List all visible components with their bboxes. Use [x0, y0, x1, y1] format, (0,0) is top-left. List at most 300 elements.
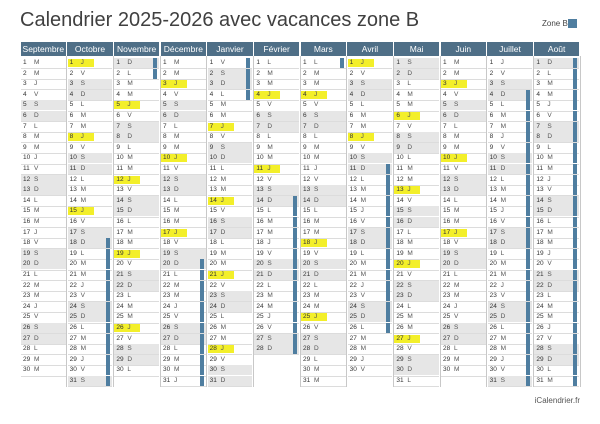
day-cell[interactable]	[441, 312, 486, 322]
day-cell[interactable]	[348, 79, 393, 89]
day-cell[interactable]	[348, 355, 393, 365]
day-cell[interactable]	[208, 365, 253, 375]
day-cell[interactable]	[68, 58, 113, 68]
day-cell[interactable]	[68, 302, 113, 312]
day-cell[interactable]	[208, 164, 253, 174]
day-cell[interactable]	[208, 185, 253, 195]
day-cell[interactable]	[161, 164, 206, 174]
day-cell[interactable]	[348, 228, 393, 238]
day-cell[interactable]	[161, 90, 206, 100]
day-cell[interactable]	[254, 281, 299, 291]
day-cell[interactable]	[534, 217, 579, 227]
day-cell[interactable]	[68, 259, 113, 269]
day-cell[interactable]	[534, 196, 579, 206]
day-cell[interactable]	[254, 153, 299, 163]
day-cell[interactable]	[534, 376, 579, 386]
day-cell[interactable]	[394, 259, 439, 269]
day-cell[interactable]	[534, 206, 579, 216]
day-cell[interactable]	[161, 323, 206, 333]
day-cell[interactable]	[68, 249, 113, 259]
day-cell[interactable]	[161, 302, 206, 312]
day-cell[interactable]	[301, 270, 346, 280]
day-cell[interactable]	[301, 323, 346, 333]
day-cell[interactable]	[301, 153, 346, 163]
day-cell[interactable]	[348, 132, 393, 142]
day-cell[interactable]	[114, 270, 159, 280]
day-cell[interactable]	[208, 376, 253, 386]
day-cell[interactable]	[254, 185, 299, 195]
day-cell[interactable]	[441, 79, 486, 89]
day-cell[interactable]	[348, 249, 393, 259]
day-cell[interactable]	[68, 122, 113, 132]
day-cell[interactable]	[254, 58, 299, 68]
day-cell[interactable]	[208, 143, 253, 153]
day-cell[interactable]	[441, 365, 486, 375]
day-cell[interactable]	[254, 302, 299, 312]
day-cell[interactable]	[161, 185, 206, 195]
day-cell[interactable]	[161, 196, 206, 206]
day-cell[interactable]	[441, 175, 486, 185]
day-cell[interactable]	[534, 312, 579, 322]
day-cell[interactable]	[534, 302, 579, 312]
day-cell[interactable]	[348, 164, 393, 174]
day-cell[interactable]	[488, 164, 533, 174]
day-cell[interactable]	[534, 175, 579, 185]
day-cell[interactable]	[161, 365, 206, 375]
day-cell[interactable]	[161, 122, 206, 132]
day-cell[interactable]	[68, 355, 113, 365]
day-cell[interactable]	[301, 185, 346, 195]
day-cell[interactable]	[114, 302, 159, 312]
day-cell[interactable]	[488, 143, 533, 153]
day-cell[interactable]	[254, 111, 299, 121]
day-cell[interactable]	[21, 291, 66, 301]
day-cell[interactable]	[114, 312, 159, 322]
day-cell[interactable]	[534, 58, 579, 68]
day-cell[interactable]	[254, 238, 299, 248]
day-cell[interactable]	[488, 376, 533, 386]
day-cell[interactable]	[534, 291, 579, 301]
day-cell[interactable]	[114, 217, 159, 227]
day-cell[interactable]	[488, 281, 533, 291]
day-cell[interactable]	[21, 79, 66, 89]
day-cell[interactable]	[208, 259, 253, 269]
day-cell[interactable]	[254, 132, 299, 142]
day-cell[interactable]	[488, 58, 533, 68]
day-cell[interactable]	[301, 365, 346, 375]
day-cell[interactable]	[254, 249, 299, 259]
day-cell[interactable]	[348, 69, 393, 79]
day-cell[interactable]	[394, 344, 439, 354]
day-cell[interactable]	[254, 323, 299, 333]
day-cell[interactable]	[394, 100, 439, 110]
day-cell[interactable]	[254, 79, 299, 89]
day-cell[interactable]	[68, 206, 113, 216]
day-cell[interactable]	[208, 302, 253, 312]
day-cell[interactable]	[301, 259, 346, 269]
day-cell[interactable]	[114, 228, 159, 238]
day-cell[interactable]	[114, 365, 159, 375]
day-cell[interactable]	[394, 270, 439, 280]
day-cell[interactable]	[488, 90, 533, 100]
day-cell[interactable]	[68, 69, 113, 79]
day-cell[interactable]	[114, 281, 159, 291]
day-cell[interactable]	[68, 185, 113, 195]
day-cell[interactable]	[441, 69, 486, 79]
day-cell[interactable]	[348, 122, 393, 132]
day-cell[interactable]	[301, 69, 346, 79]
day-cell[interactable]	[68, 323, 113, 333]
day-cell[interactable]	[21, 238, 66, 248]
day-cell[interactable]	[301, 281, 346, 291]
day-cell[interactable]	[301, 312, 346, 322]
day-cell[interactable]	[301, 196, 346, 206]
day-cell[interactable]	[301, 217, 346, 227]
day-cell[interactable]	[68, 111, 113, 121]
day-cell[interactable]	[208, 175, 253, 185]
day-cell[interactable]	[394, 334, 439, 344]
day-cell[interactable]	[114, 69, 159, 79]
day-cell[interactable]	[394, 196, 439, 206]
day-cell[interactable]	[161, 69, 206, 79]
day-cell[interactable]	[348, 196, 393, 206]
day-cell[interactable]	[208, 249, 253, 259]
day-cell[interactable]	[21, 164, 66, 174]
day-cell[interactable]	[348, 185, 393, 195]
day-cell[interactable]	[534, 270, 579, 280]
day-cell[interactable]	[21, 249, 66, 259]
day-cell[interactable]	[21, 228, 66, 238]
day-cell[interactable]	[488, 365, 533, 375]
day-cell[interactable]	[208, 132, 253, 142]
day-cell[interactable]	[254, 217, 299, 227]
day-cell[interactable]	[161, 79, 206, 89]
day-cell[interactable]	[114, 132, 159, 142]
day-cell[interactable]	[394, 249, 439, 259]
day-cell[interactable]	[114, 90, 159, 100]
day-cell[interactable]	[488, 302, 533, 312]
day-cell[interactable]	[114, 111, 159, 121]
day-cell[interactable]	[534, 79, 579, 89]
day-cell[interactable]	[161, 175, 206, 185]
day-cell[interactable]	[348, 58, 393, 68]
day-cell[interactable]	[68, 217, 113, 227]
day-cell[interactable]	[21, 69, 66, 79]
day-cell[interactable]	[348, 175, 393, 185]
day-cell[interactable]	[488, 69, 533, 79]
day-cell[interactable]	[488, 249, 533, 259]
day-cell[interactable]	[208, 344, 253, 354]
day-cell[interactable]	[441, 217, 486, 227]
day-cell[interactable]	[254, 259, 299, 269]
day-cell[interactable]	[208, 281, 253, 291]
day-cell[interactable]	[301, 164, 346, 174]
day-cell[interactable]	[488, 153, 533, 163]
day-cell[interactable]	[394, 132, 439, 142]
day-cell[interactable]	[394, 111, 439, 121]
day-cell[interactable]	[534, 281, 579, 291]
day-cell[interactable]	[254, 270, 299, 280]
day-cell[interactable]	[161, 228, 206, 238]
day-cell[interactable]	[394, 228, 439, 238]
day-cell[interactable]	[394, 153, 439, 163]
day-cell[interactable]	[488, 270, 533, 280]
day-cell[interactable]	[21, 206, 66, 216]
day-cell[interactable]	[114, 153, 159, 163]
day-cell[interactable]	[161, 249, 206, 259]
day-cell[interactable]	[394, 122, 439, 132]
day-cell[interactable]	[21, 365, 66, 375]
day-cell[interactable]	[348, 238, 393, 248]
day-cell[interactable]	[301, 206, 346, 216]
day-cell[interactable]	[254, 228, 299, 238]
day-cell[interactable]	[441, 259, 486, 269]
day-cell[interactable]	[441, 143, 486, 153]
day-cell[interactable]	[208, 90, 253, 100]
day-cell[interactable]	[301, 302, 346, 312]
day-cell[interactable]	[208, 69, 253, 79]
day-cell[interactable]	[348, 334, 393, 344]
day-cell[interactable]	[254, 206, 299, 216]
day-cell[interactable]	[488, 206, 533, 216]
day-cell[interactable]	[534, 100, 579, 110]
day-cell[interactable]	[114, 291, 159, 301]
day-cell[interactable]	[68, 291, 113, 301]
day-cell[interactable]	[208, 355, 253, 365]
day-cell[interactable]	[441, 228, 486, 238]
day-cell[interactable]	[21, 323, 66, 333]
day-cell[interactable]	[301, 228, 346, 238]
day-cell[interactable]	[114, 196, 159, 206]
day-cell[interactable]	[394, 79, 439, 89]
day-cell[interactable]	[254, 143, 299, 153]
day-cell[interactable]	[21, 100, 66, 110]
day-cell[interactable]	[208, 122, 253, 132]
day-cell[interactable]	[301, 175, 346, 185]
day-cell[interactable]	[68, 132, 113, 142]
day-cell[interactable]	[254, 334, 299, 344]
day-cell[interactable]	[301, 355, 346, 365]
day-cell[interactable]	[114, 238, 159, 248]
day-cell[interactable]	[68, 90, 113, 100]
day-cell[interactable]	[161, 334, 206, 344]
day-cell[interactable]	[21, 58, 66, 68]
day-cell[interactable]	[161, 111, 206, 121]
day-cell[interactable]	[534, 228, 579, 238]
day-cell[interactable]	[208, 228, 253, 238]
day-cell[interactable]	[21, 217, 66, 227]
day-cell[interactable]	[348, 217, 393, 227]
day-cell[interactable]	[348, 365, 393, 375]
day-cell[interactable]	[161, 259, 206, 269]
day-cell[interactable]	[441, 270, 486, 280]
day-cell[interactable]	[114, 355, 159, 365]
day-cell[interactable]	[488, 79, 533, 89]
day-cell[interactable]	[114, 259, 159, 269]
day-cell[interactable]	[161, 312, 206, 322]
day-cell[interactable]	[441, 291, 486, 301]
day-cell[interactable]	[348, 344, 393, 354]
day-cell[interactable]	[441, 334, 486, 344]
day-cell[interactable]	[208, 323, 253, 333]
day-cell[interactable]	[254, 164, 299, 174]
day-cell[interactable]	[208, 270, 253, 280]
day-cell[interactable]	[488, 175, 533, 185]
day-cell[interactable]	[534, 249, 579, 259]
day-cell[interactable]	[114, 122, 159, 132]
day-cell[interactable]	[488, 100, 533, 110]
day-cell[interactable]	[208, 238, 253, 248]
day-cell[interactable]	[208, 79, 253, 89]
day-cell[interactable]	[161, 143, 206, 153]
day-cell[interactable]	[488, 259, 533, 269]
day-cell[interactable]	[488, 196, 533, 206]
day-cell[interactable]	[301, 291, 346, 301]
day-cell[interactable]	[68, 365, 113, 375]
day-cell[interactable]	[441, 90, 486, 100]
day-cell[interactable]	[21, 302, 66, 312]
day-cell[interactable]	[21, 334, 66, 344]
day-cell[interactable]	[441, 281, 486, 291]
day-cell[interactable]	[301, 334, 346, 344]
day-cell[interactable]	[394, 376, 439, 386]
day-cell[interactable]	[208, 217, 253, 227]
day-cell[interactable]	[114, 323, 159, 333]
day-cell[interactable]	[534, 238, 579, 248]
footer-credit[interactable]: iCalendrier.fr	[534, 396, 580, 405]
day-cell[interactable]	[161, 376, 206, 386]
day-cell[interactable]	[114, 100, 159, 110]
day-cell[interactable]	[68, 334, 113, 344]
day-cell[interactable]	[114, 206, 159, 216]
day-cell[interactable]	[488, 238, 533, 248]
day-cell[interactable]	[208, 312, 253, 322]
day-cell[interactable]	[348, 153, 393, 163]
day-cell[interactable]	[21, 143, 66, 153]
day-cell[interactable]	[21, 185, 66, 195]
day-cell[interactable]	[301, 376, 346, 386]
day-cell[interactable]	[301, 111, 346, 121]
day-cell[interactable]	[534, 153, 579, 163]
day-cell[interactable]	[441, 122, 486, 132]
day-cell[interactable]	[534, 365, 579, 375]
day-cell[interactable]	[114, 58, 159, 68]
day-cell[interactable]	[394, 217, 439, 227]
day-cell[interactable]	[68, 344, 113, 354]
day-cell[interactable]	[488, 291, 533, 301]
day-cell[interactable]	[348, 281, 393, 291]
day-cell[interactable]	[348, 259, 393, 269]
day-cell[interactable]	[441, 111, 486, 121]
day-cell[interactable]	[301, 249, 346, 259]
day-cell[interactable]	[21, 175, 66, 185]
day-cell[interactable]	[301, 90, 346, 100]
day-cell[interactable]	[114, 79, 159, 89]
day-cell[interactable]	[301, 143, 346, 153]
day-cell[interactable]	[68, 153, 113, 163]
day-cell[interactable]	[161, 100, 206, 110]
day-cell[interactable]	[161, 270, 206, 280]
day-cell[interactable]	[488, 132, 533, 142]
day-cell[interactable]	[394, 58, 439, 68]
day-cell[interactable]	[68, 376, 113, 386]
day-cell[interactable]	[161, 344, 206, 354]
day-cell[interactable]	[488, 217, 533, 227]
day-cell[interactable]	[301, 100, 346, 110]
day-cell[interactable]	[394, 143, 439, 153]
day-cell[interactable]	[441, 153, 486, 163]
day-cell[interactable]	[161, 281, 206, 291]
day-cell[interactable]	[534, 132, 579, 142]
day-cell[interactable]	[68, 143, 113, 153]
day-cell[interactable]	[301, 122, 346, 132]
day-cell[interactable]	[394, 175, 439, 185]
day-cell[interactable]	[348, 323, 393, 333]
day-cell[interactable]	[68, 196, 113, 206]
day-cell[interactable]	[488, 111, 533, 121]
day-cell[interactable]	[21, 312, 66, 322]
day-cell[interactable]	[394, 365, 439, 375]
day-cell[interactable]	[254, 122, 299, 132]
day-cell[interactable]	[441, 302, 486, 312]
day-cell[interactable]	[348, 302, 393, 312]
day-cell[interactable]	[68, 228, 113, 238]
day-cell[interactable]	[348, 143, 393, 153]
day-cell[interactable]	[161, 355, 206, 365]
day-cell[interactable]	[348, 291, 393, 301]
day-cell[interactable]	[68, 100, 113, 110]
day-cell[interactable]	[488, 228, 533, 238]
day-cell[interactable]	[114, 175, 159, 185]
day-cell[interactable]	[68, 238, 113, 248]
day-cell[interactable]	[21, 344, 66, 354]
day-cell[interactable]	[254, 312, 299, 322]
day-cell[interactable]	[488, 355, 533, 365]
day-cell[interactable]	[348, 206, 393, 216]
day-cell[interactable]	[21, 355, 66, 365]
day-cell[interactable]	[394, 281, 439, 291]
day-cell[interactable]	[208, 196, 253, 206]
day-cell[interactable]	[254, 196, 299, 206]
day-cell[interactable]	[301, 58, 346, 68]
day-cell[interactable]	[348, 90, 393, 100]
day-cell[interactable]	[68, 270, 113, 280]
day-cell[interactable]	[394, 90, 439, 100]
day-cell[interactable]	[254, 291, 299, 301]
day-cell[interactable]	[161, 132, 206, 142]
day-cell[interactable]	[348, 111, 393, 121]
day-cell[interactable]	[534, 323, 579, 333]
day-cell[interactable]	[114, 143, 159, 153]
day-cell[interactable]	[394, 69, 439, 79]
day-cell[interactable]	[394, 355, 439, 365]
day-cell[interactable]	[488, 323, 533, 333]
day-cell[interactable]	[161, 217, 206, 227]
day-cell[interactable]	[21, 90, 66, 100]
day-cell[interactable]	[254, 100, 299, 110]
day-cell[interactable]	[208, 111, 253, 121]
day-cell[interactable]	[161, 238, 206, 248]
day-cell[interactable]	[114, 164, 159, 174]
day-cell[interactable]	[161, 291, 206, 301]
day-cell[interactable]	[534, 334, 579, 344]
day-cell[interactable]	[441, 206, 486, 216]
day-cell[interactable]	[534, 122, 579, 132]
day-cell[interactable]	[441, 164, 486, 174]
day-cell[interactable]	[394, 164, 439, 174]
day-cell[interactable]	[488, 334, 533, 344]
day-cell[interactable]	[114, 334, 159, 344]
